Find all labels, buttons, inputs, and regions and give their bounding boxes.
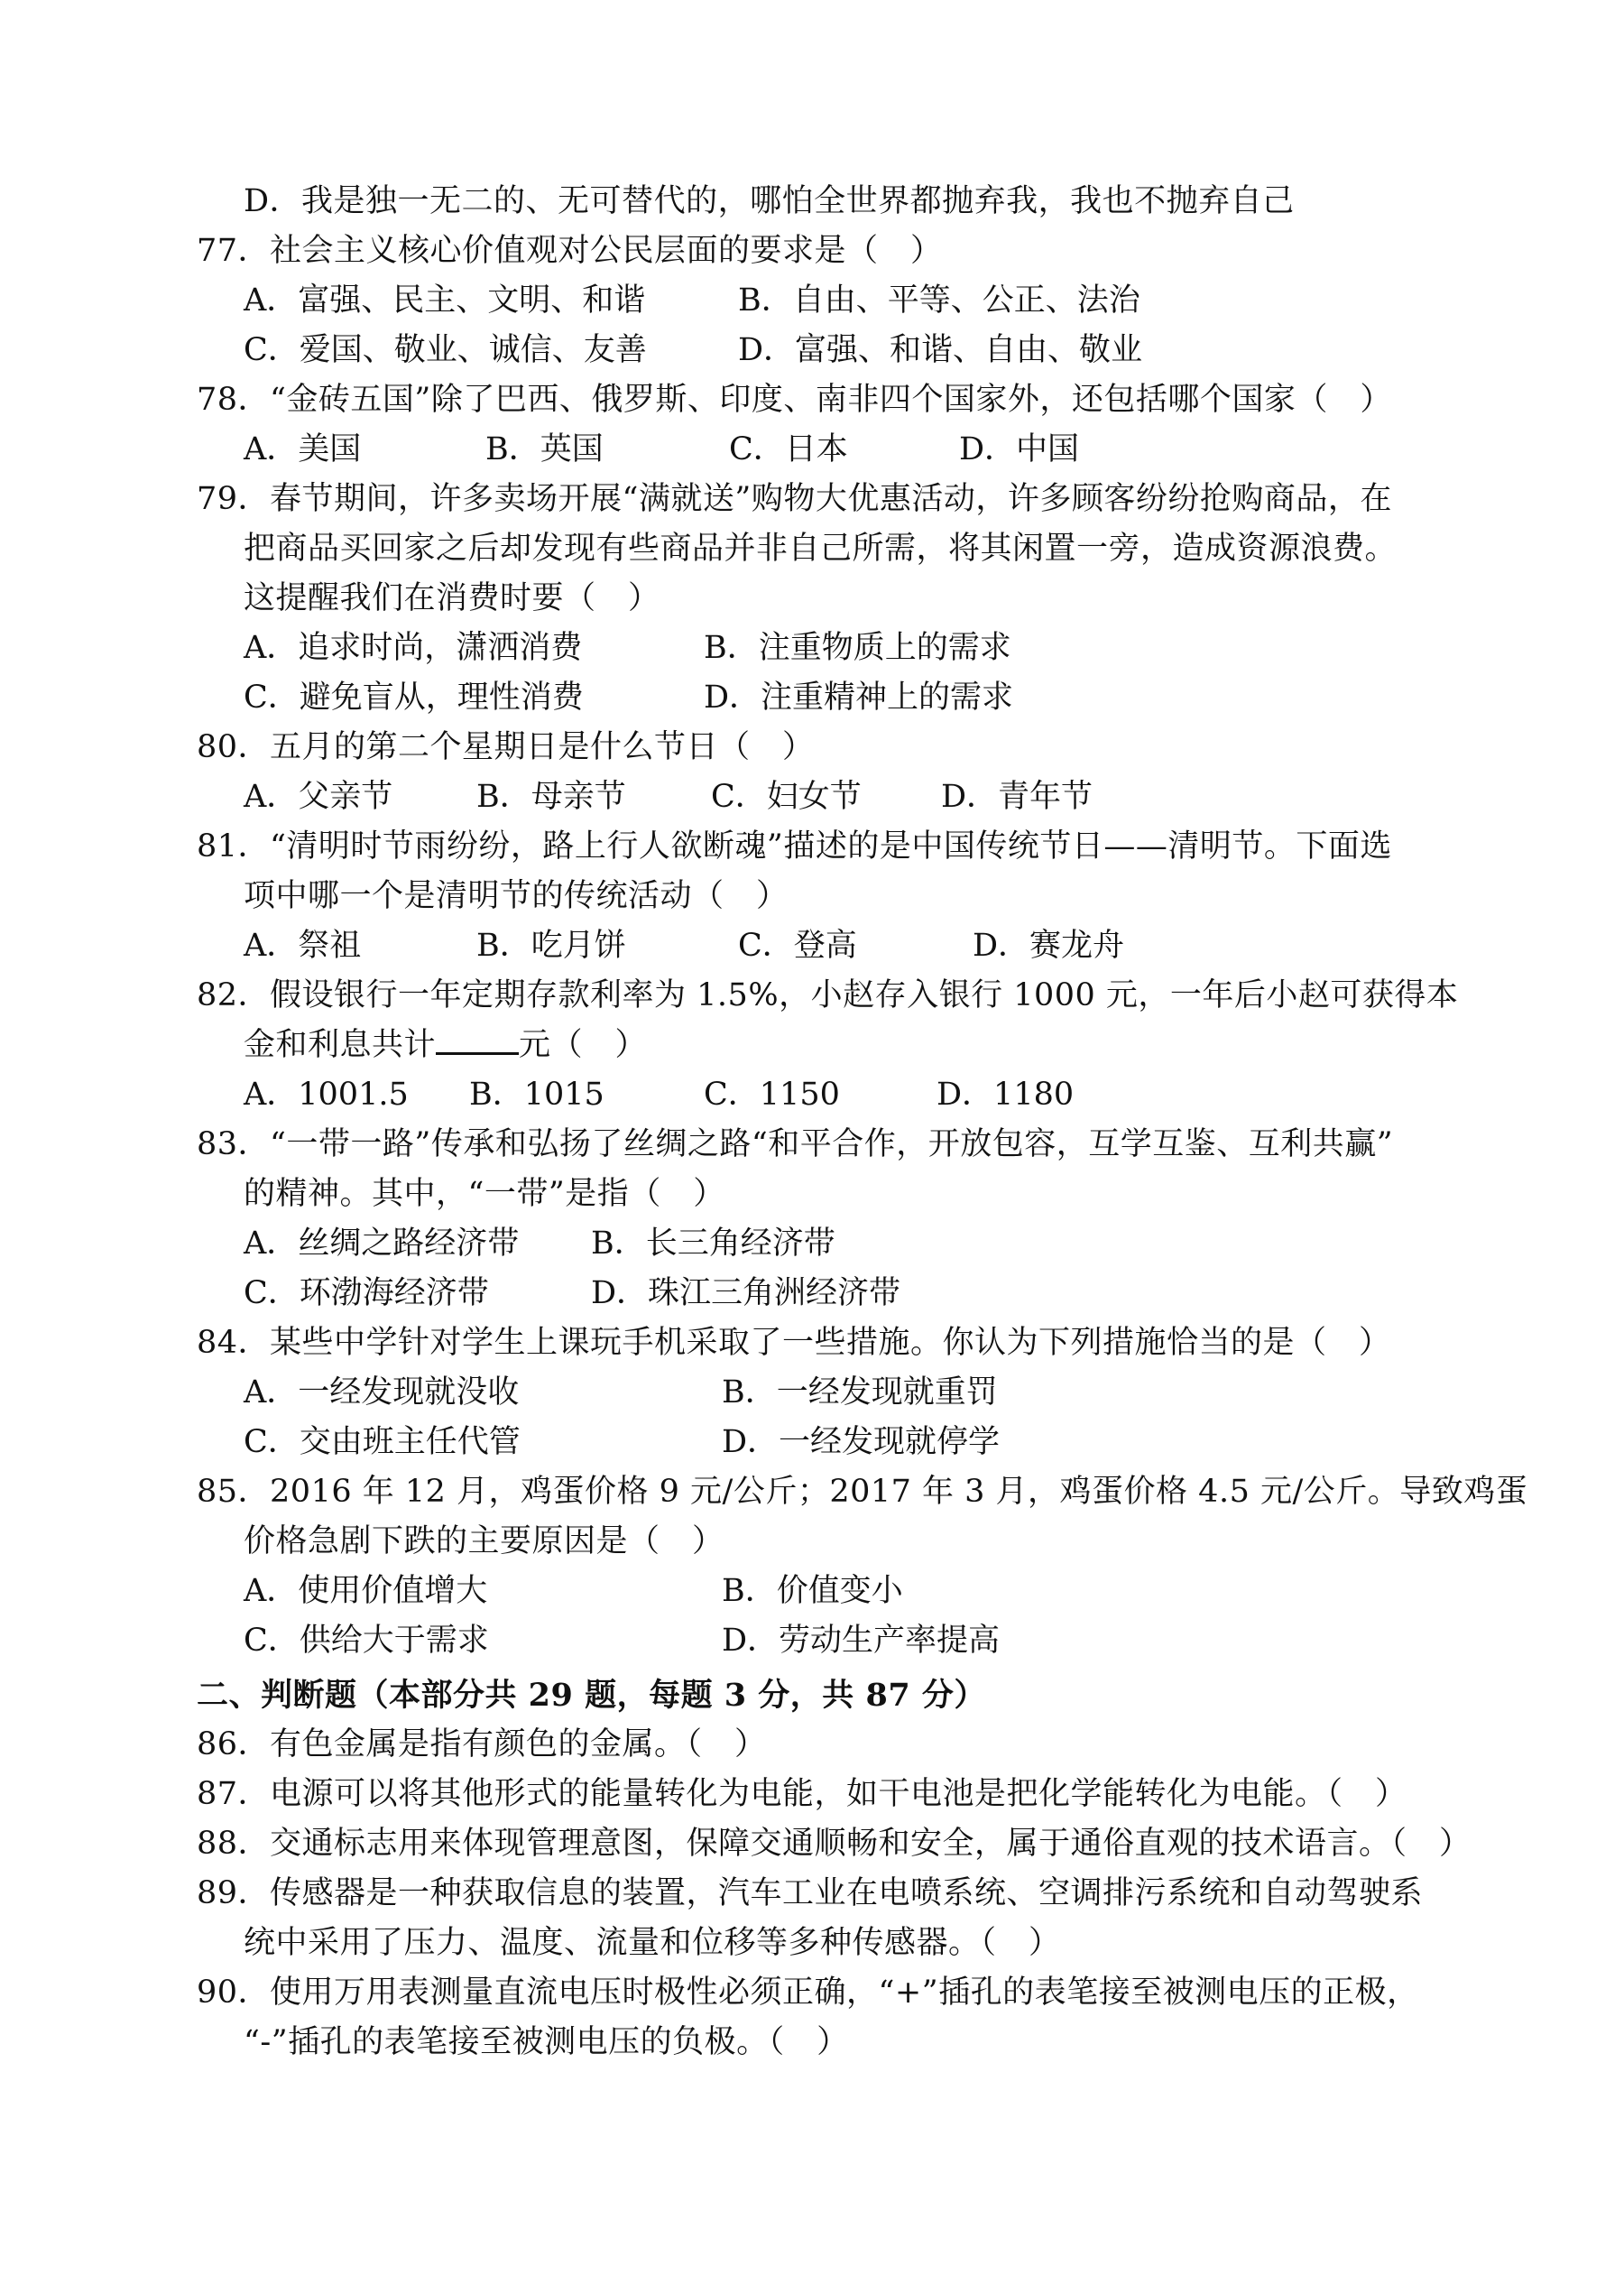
- q81-option-c: C．登高: [738, 928, 857, 964]
- q82-stem-prefix: 金和利息共计: [244, 1027, 437, 1063]
- q90-stem-line-2: “-”插孔的表笔接至被测电压的负极。（ ）: [244, 2024, 849, 2060]
- q80-option-a: A．父亲节: [244, 779, 393, 815]
- q78-option-d: D．中国: [959, 431, 1080, 467]
- q84-stem: 84．某些中学针对学生上课玩手机采取了一些措施。你认为下列措施恰当的是（ ）: [197, 1325, 1391, 1361]
- q85-option-a: A．使用价值增大: [244, 1573, 488, 1609]
- q77-option-a: A．富强、民主、文明、和谐: [244, 282, 646, 319]
- q85-stem-line-2: 价格急剧下跌的主要原因是（ ）: [244, 1523, 724, 1559]
- q79-option-c: C．避免盲从，理性消费: [244, 680, 584, 716]
- q77-option-c: C．爱国、敬业、诚信、友善: [244, 332, 647, 368]
- q84-option-d: D．一经发现就停学: [722, 1424, 1001, 1460]
- q79-option-b: B．注重物质上的需求: [704, 630, 1011, 666]
- q88-stem: 88．交通标志用来体现管理意图，保障交通顺畅和安全，属于通俗直观的技术语言。（ ）: [197, 1826, 1472, 1862]
- q90-stem-line-1: 90．使用万用表测量直流电压时极性必须正确，“+”插孔的表笔接至被测电压的正极，: [197, 1975, 1419, 2011]
- q78-option-b: B．英国: [485, 431, 604, 467]
- q82-option-a: A．1001.5: [244, 1077, 409, 1113]
- q82-option-d: D．1180: [937, 1077, 1075, 1113]
- q78-option-a: A．美国: [244, 431, 362, 467]
- q81-option-a: A．祭祖: [244, 928, 362, 964]
- q79-stem-line-2: 把商品买回家之后却发现有些商品并非自己所需，将其闲置一旁，造成资源浪费。: [244, 531, 1398, 567]
- q81-stem-line-1: 81．“清明时节雨纷纷，路上行人欲断魂”描述的是中国传统节日——清明节。下面选: [197, 828, 1392, 865]
- q81-option-b: B．吃月饼: [476, 928, 626, 964]
- q82-option-c: C．1150: [704, 1077, 840, 1113]
- q85-option-c: C．供给大于需求: [244, 1623, 489, 1659]
- q77-option-d: D．富强、和谐、自由、敬业: [738, 332, 1143, 368]
- q83-stem-line-2: 的精神。其中，“一带”是指（ ）: [244, 1176, 725, 1212]
- q83-option-c: C．环渤海经济带: [244, 1275, 489, 1311]
- q89-stem-line-2: 统中采用了压力、温度、流量和位移等多种传感器。（ ）: [244, 1925, 1061, 1961]
- q82-stem-suffix: 元（ ）: [519, 1027, 648, 1063]
- q84-option-b: B．一经发现就重罚: [722, 1374, 998, 1411]
- q85-stem-line-1: 85．2016 年 12 月，鸡蛋价格 9 元/公斤；2017 年 3 月，鸡蛋价格 4.5 元/公斤。导致鸡蛋: [197, 1474, 1528, 1510]
- q83-option-a: A．丝绸之路经济带: [244, 1226, 520, 1262]
- q81-stem-line-2: 项中哪一个是清明节的传统活动（ ）: [244, 878, 789, 914]
- q78-stem: 78．“金砖五国”除了巴西、俄罗斯、印度、南非四个国家外，还包括哪个国家（ ）: [197, 382, 1392, 418]
- q80-option-c: C．妇女节: [711, 779, 862, 815]
- q84-option-c: C．交由班主任代管: [244, 1424, 521, 1460]
- q81-option-d: D．赛龙舟: [973, 928, 1125, 964]
- q76-option-d: D．我是独一无二的、无可替代的，哪怕全世界都抛弃我，我也不抛弃自己: [244, 183, 1295, 219]
- q80-option-d: D．青年节: [941, 779, 1093, 815]
- q83-stem-line-1: 83．“一带一路”传承和弘扬了丝绸之路“和平合作，开放包容，互学互鉴、互利共赢”: [197, 1126, 1394, 1162]
- section-2-heading: 二、判断题（本部分共 29 题，每题 3 分，共 87 分）: [197, 1677, 986, 1714]
- q79-option-d: D．注重精神上的需求: [704, 680, 1014, 716]
- q78-option-c: C．日本: [729, 431, 848, 467]
- q83-option-b: B．长三角经济带: [591, 1226, 835, 1262]
- q85-option-b: B．价值变小: [722, 1573, 903, 1609]
- q83-option-d: D．珠江三角洲经济带: [591, 1275, 901, 1311]
- q80-option-b: B．母亲节: [476, 779, 626, 815]
- q82-stem-line-1: 82．假设银行一年定期存款利率为 1.5%，小赵存入银行 1000 元，一年后小赵可获得本: [197, 977, 1459, 1013]
- q86-stem: 86．有色金属是指有颜色的金属。（ ）: [197, 1726, 767, 1762]
- q84-option-a: A．一经发现就没收: [244, 1374, 520, 1411]
- q87-stem: 87．电源可以将其他形式的能量转化为电能，如干电池是把化学能转化为电能。（ ）: [197, 1776, 1407, 1812]
- q85-option-d: D．劳动生产率提高: [722, 1623, 1001, 1659]
- q82-stem-line-2: [244, 1021, 647, 1070]
- q82-option-b: B．1015: [469, 1077, 604, 1113]
- q89-stem-line-1: 89．传感器是一种获取信息的装置，汽车工业在电喷系统、空调排污系统和自动驾驶系: [197, 1875, 1424, 1911]
- q79-stem-line-1: 79．春节期间，许多卖场开展“满就送”购物大优惠活动，许多顾客纷纷抢购商品，在: [197, 481, 1392, 517]
- q79-stem-line-3: 这提醒我们在消费时要（ ）: [244, 580, 660, 616]
- q77-stem: 77．社会主义核心价值观对公民层面的要求是（ ）: [197, 233, 943, 269]
- q82-answer-blank: [436, 1025, 519, 1055]
- q80-stem: 80．五月的第二个星期日是什么节日（ ）: [197, 729, 815, 765]
- q79-option-a: A．追求时尚，潇洒消费: [244, 630, 583, 666]
- q77-option-b: B．自由、平等、公正、法治: [738, 282, 1140, 319]
